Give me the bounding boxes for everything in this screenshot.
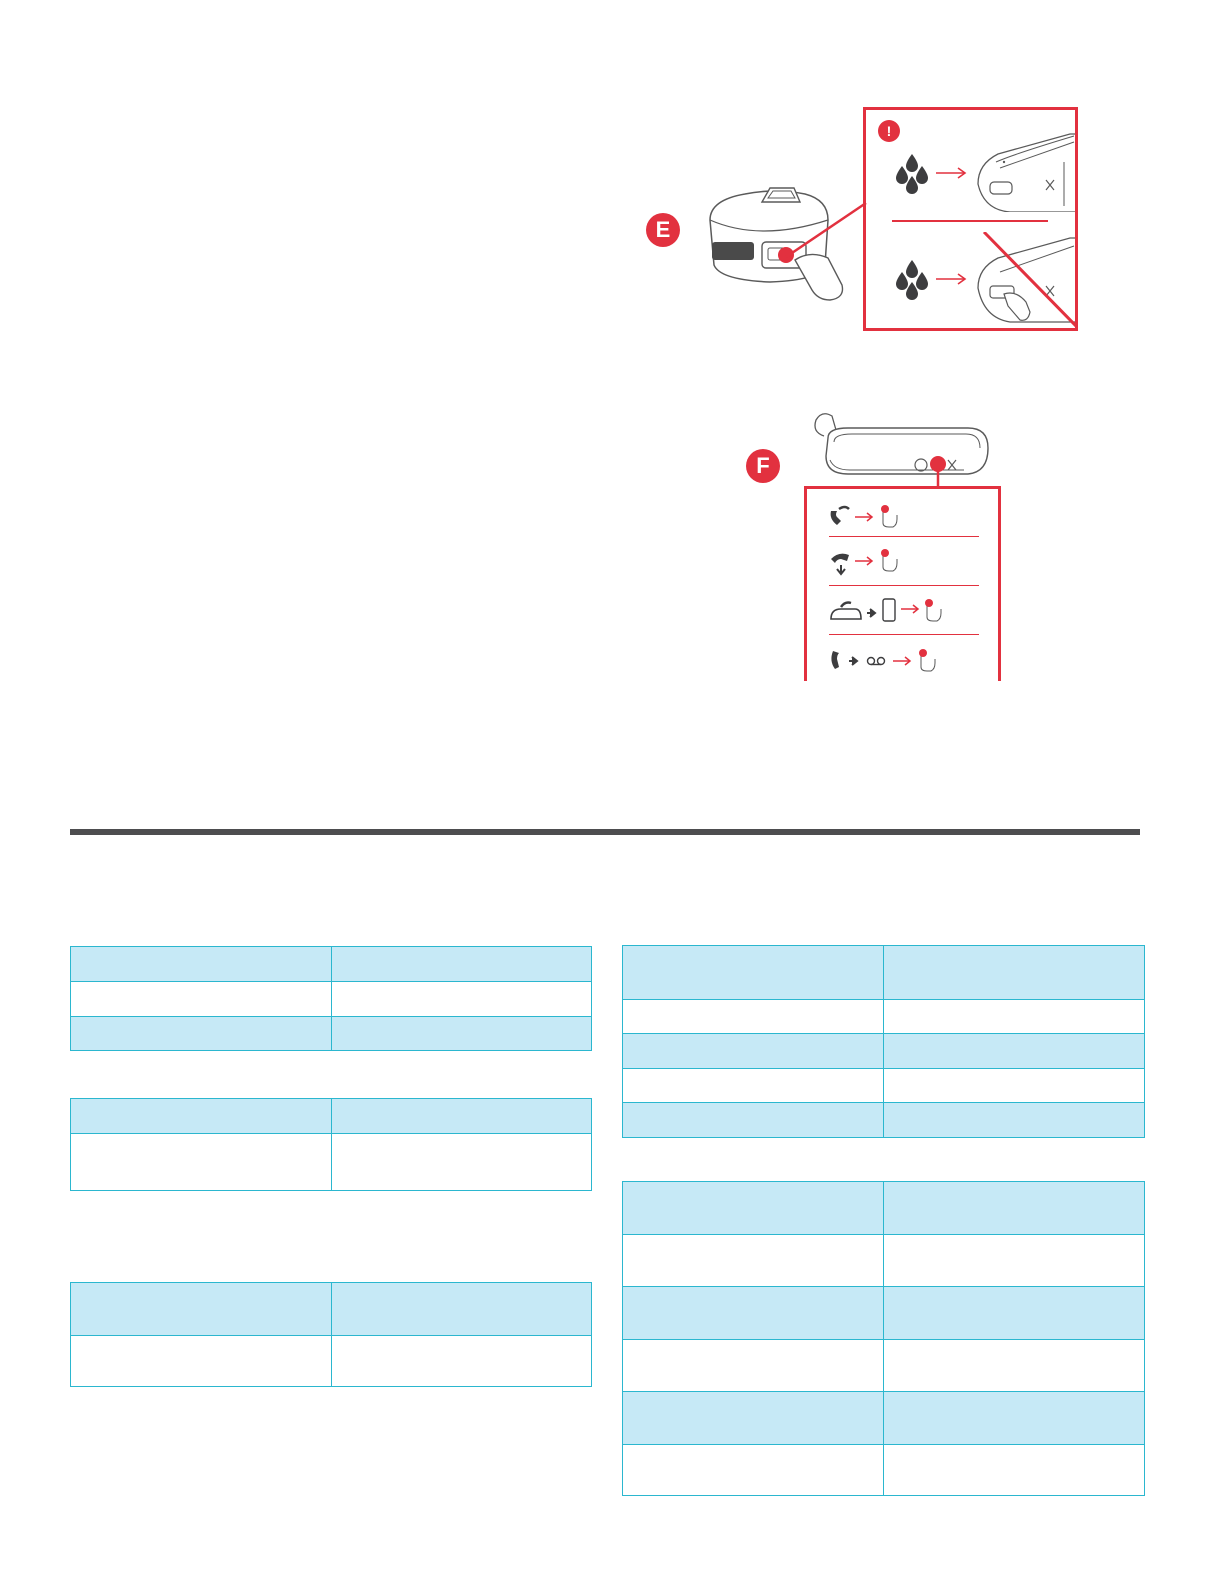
- table-cell: [884, 1034, 1145, 1069]
- table-cell: [623, 1182, 884, 1235]
- water-drops-icon: [894, 152, 930, 194]
- table-header-row: [623, 1182, 1145, 1235]
- button-functions-callout: [804, 486, 1001, 681]
- spec-table-4: [622, 945, 1145, 1138]
- figure-f-badge: F: [746, 449, 780, 483]
- table-cell: [331, 1017, 592, 1051]
- table-cell: [623, 946, 884, 1000]
- table-cell: [331, 947, 592, 982]
- table-cell: [623, 1034, 884, 1069]
- callout-divider: [829, 585, 979, 586]
- table-row: [71, 982, 592, 1017]
- end-call-row: [827, 547, 907, 577]
- table-cell: [884, 1287, 1145, 1340]
- table-row: [623, 1034, 1145, 1069]
- table-cell: [71, 1283, 332, 1336]
- table-row: [623, 1287, 1145, 1340]
- table-cell: [884, 1235, 1145, 1287]
- answer-call-row: [827, 503, 907, 529]
- arrow-right-icon: [936, 272, 968, 286]
- table-cell: [331, 982, 592, 1017]
- callout-divider: [892, 220, 1048, 222]
- table-row: [71, 1336, 592, 1387]
- table-cell: [884, 1340, 1145, 1392]
- table-cell: [884, 1445, 1145, 1496]
- table-cell: [331, 1099, 592, 1134]
- table-row: [623, 1103, 1145, 1138]
- callout-divider: [829, 536, 979, 537]
- spec-table-2: [70, 1098, 592, 1191]
- table-cell: [884, 1000, 1145, 1034]
- water-drops-icon: [894, 258, 930, 300]
- headset-closed-port-illustration: [974, 132, 1078, 212]
- water-warning-callout: [863, 107, 1078, 331]
- arrow-right-icon: [936, 166, 968, 180]
- transfer-call-row: [827, 595, 947, 625]
- warning-icon: !: [878, 120, 900, 142]
- table-cell: [884, 1069, 1145, 1103]
- table-cell: [71, 982, 332, 1017]
- table-cell: [623, 1000, 884, 1034]
- table-row: [71, 1134, 592, 1191]
- headset-open-port-crossed-illustration: [974, 232, 1078, 331]
- table-cell: [331, 1336, 592, 1387]
- table-cell: [884, 1392, 1145, 1445]
- table-cell: [623, 1235, 884, 1287]
- table-header-row: [71, 1283, 592, 1336]
- callout-connector-line: [780, 195, 870, 265]
- table-cell: [71, 1134, 332, 1191]
- table-cell: [884, 946, 1145, 1000]
- figure-e-badge: E: [646, 213, 680, 247]
- table-cell: [623, 1392, 884, 1445]
- table-cell: [623, 1103, 884, 1138]
- table-row: [623, 1000, 1145, 1034]
- table-cell: [884, 1103, 1145, 1138]
- headset-top-view-illustration: [808, 408, 993, 488]
- spec-table-1: [70, 946, 592, 1051]
- table-cell: [71, 947, 332, 982]
- table-row: [623, 1235, 1145, 1287]
- table-cell: [71, 1017, 332, 1051]
- table-cell: [331, 1134, 592, 1191]
- table-cell: [331, 1283, 592, 1336]
- table-cell: [623, 1340, 884, 1392]
- table-row: [623, 1445, 1145, 1496]
- table-cell: [623, 1287, 884, 1340]
- callout-divider: [829, 634, 979, 635]
- table-row: [623, 1340, 1145, 1392]
- table-cell: [623, 1069, 884, 1103]
- spec-table-3: [70, 1282, 592, 1387]
- spec-table-5: [622, 1181, 1145, 1496]
- table-cell: [623, 1445, 884, 1496]
- voicemail-row: [827, 645, 947, 675]
- section-divider: [70, 829, 1140, 835]
- table-row: [71, 1017, 592, 1051]
- table-cell: [71, 1099, 332, 1134]
- table-header-row: [623, 946, 1145, 1000]
- table-header-row: [71, 947, 592, 982]
- table-cell: [71, 1336, 332, 1387]
- table-row: [623, 1069, 1145, 1103]
- table-row: [623, 1392, 1145, 1445]
- table-cell: [884, 1182, 1145, 1235]
- table-header-row: [71, 1099, 592, 1134]
